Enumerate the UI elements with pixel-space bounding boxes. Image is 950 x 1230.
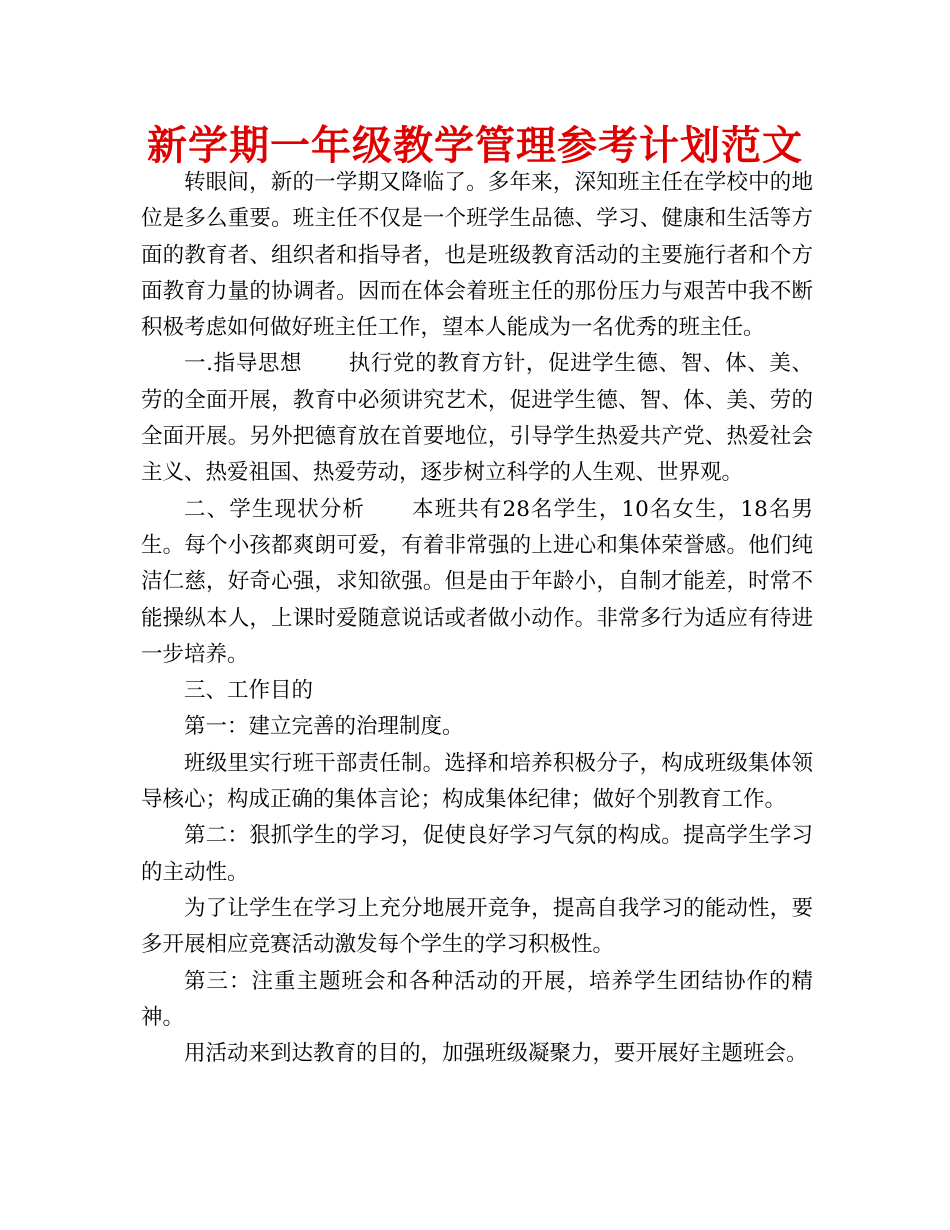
section-text-guiding-ideology: 执行党的教育方针，促进学生德、智、体、美、劳的全面开展，教育中必须讲究艺术，促进学生德、智、体、美、劳的全面开展。另外把德育放在首要地位，引导学生热爱共产党、热爱社会主义、热爱祖国、热爱劳动，逐步树立科学的人生观、世界观。 (141, 351, 813, 486)
document-title: 新学期一年级教学管理参考计划范文 (147, 123, 803, 169)
section-text-student-analysis: 本班共有28名学生，10名女生，18名男生。每个小孩都爽朗可爱，有着非常强的上进心和集体荣誉感。他们纯洁仁慈，好奇心强，求知欲强。但是由于年龄小，自制才能差，时常不能操纵本人，上课时爱随意说话或者做小动作。非常多行为适应有待进一步培养。 (141, 496, 813, 667)
intro-paragraph: 转眼间，新的一学期又降临了。多年来，深知班主任在学校中的地位是多么重要。班主任不仅是一个班学生品德、学习、健康和生活等方面的教育者、组织者和指导者，也是班级教育活动的主要施行者和个方面教育力量的协调者。因而在体会着班主任的那份压力与艰苦中我不断积极考虑如何做好班主任工作，望本人能成为一名优秀的班主任。 (141, 170, 813, 341)
section-guiding-ideology (141, 346, 813, 491)
goal-3-paragraph: 用活动来到达教育的目的，加强班级凝聚力，要开展好主题班会。 (184, 1041, 808, 1067)
goal-1-heading: 第一：建立完善的治理制度。 (184, 714, 464, 740)
section-heading-work-goals: 三、工作目的 (184, 678, 314, 704)
goal-2-paragraph: 为了让学生在学习上充分地展开竞争，提高自我学习的能动性，要多开展相应竞赛活动激发每个学生的学习积极性。 (141, 895, 813, 958)
goal-3-heading: 第三：注重主题班会和各种活动的开展，培养学生团结协作的精神。 (141, 968, 813, 1030)
goal-2-heading: 第二：狠抓学生的学习，促使良好学习气氛的构成。提高学生学习的主动性。 (141, 823, 813, 885)
section-heading-guiding-ideology: 一.指导思想 (184, 351, 303, 377)
section-student-analysis (141, 492, 813, 673)
section-heading-student-analysis: 二、学生现状分析 (184, 496, 365, 522)
document-body (141, 165, 813, 1072)
goal-1-paragraph: 班级里实行班干部责任制。选择和培养积极分子，构成班级集体领导核心；构成正确的集体言论；构成集体纪律；做好个别教育工作。 (141, 750, 813, 813)
